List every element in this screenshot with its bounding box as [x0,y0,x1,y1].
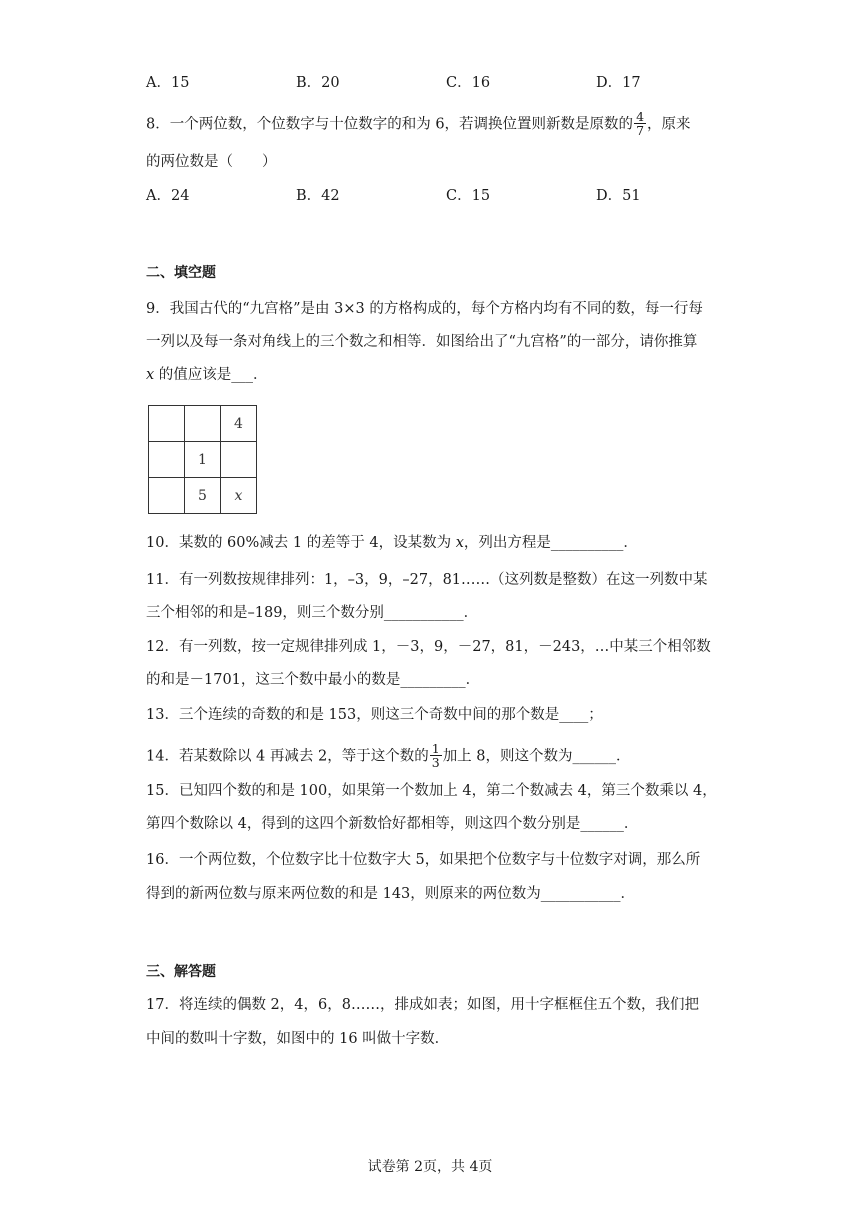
nine-grid-figure [148,405,257,514]
q15-line-1: 15．已知四个数的和是 100，如果第一个数加上 4，第二个数减去 4，第三个数乘以 4， [146,783,717,799]
q9-line-3-text: 的值应该是___． [154,367,268,383]
q17-line-1: 17．将连续的偶数 2，4，6，8……，排成如表；如图，用十字框框住五个数，我们把 [146,997,699,1013]
q8-fraction-denominator: 7 [636,123,645,138]
q10-variable: x [455,535,464,551]
section-2-heading: 二、填空题 [146,265,216,281]
q16-line-1: 16．一个两位数，个位数字比十位数字大 5，如果把个位数字与十位数字对调，那么所 [146,852,701,868]
q9-variable: x [146,367,155,383]
q7-option-a: A．15 [146,75,190,91]
q8-text-1: 8．一个两位数，个位数字与十位数字的和为 6，若调换位置则新数是原数的 [146,116,634,133]
q10-line [146,533,638,553]
q13-line: 13．三个连续的奇数的和是 153，则这三个奇数中间的那个数是____； [146,707,603,723]
q7-option-b: B．20 [296,75,340,91]
grid-cell-variable: x [221,478,257,514]
q12-line-2: 的和是－1701，这三个数中最小的数是_________． [146,672,481,688]
q8-fraction-numerator: 4 [636,109,645,124]
q8-option-c: C．15 [446,188,491,204]
q8-fraction [634,110,646,137]
grid-cell [221,442,257,478]
q9-line-3 [146,365,268,385]
q7-option-d: D．17 [596,75,641,91]
q14-fraction [430,742,442,769]
q9-line-2: 一列以及每一条对角线上的三个数之和相等．如图给出了“九宫格”的一部分，请你推算 [146,334,698,350]
q14-fraction-denominator: 3 [431,755,440,770]
q14-text-2: 加上 8，则这个数为______． [442,748,631,765]
q9-line-1: 9．我国古代的“九宫格”是由 3×3 的方格构成的，每个方格内均有不同的数，每一行每 [146,301,703,317]
grid-cell [185,406,221,442]
q8-option-d: D．51 [596,188,641,204]
grid-cell: 5 [185,478,221,514]
grid-cell [149,406,185,442]
q8-line-1 [146,111,691,138]
grid-cell: 1 [185,442,221,478]
q10-text-2: ，列出方程是__________． [463,535,638,551]
q17-line-2: 中间的数叫十字数，如图中的 16 叫做十字数． [146,1031,450,1047]
q14-line [146,743,631,770]
q7-option-c: C．16 [446,75,491,91]
q8-line-2: 的两位数是（ ） [146,154,277,170]
q14-text-1: 14．若某数除以 4 再减去 2，等于这个数的 [146,748,429,765]
grid-cell [149,442,185,478]
grid-cell [149,478,185,514]
q8-option-b: B．42 [296,188,340,204]
q16-line-2: 得到的新两位数与原来两位数的和是 143，则原来的两位数为___________． [146,886,636,902]
q11-line-1: 11．有一列数按规律排列：1，–3，9，–27，81……（这列数是整数）在这一列数中某 [146,572,708,588]
section-3-heading: 三、解答题 [146,964,216,980]
q15-line-2: 第四个数除以 4，得到的这四个新数恰好都相等，则这四个数分别是______． [146,816,639,832]
q11-line-2: 三个相邻的和是–189，则三个数分别___________． [146,605,479,621]
q10-text-1: 10．某数的 60%减去 1 的差等于 4，设某数为 [146,535,456,551]
page-footer: 试卷第 2页，共 4页 [367,1159,493,1175]
q14-fraction-numerator: 1 [431,741,440,756]
q8-text-2: ，原来 [647,116,691,133]
grid-cell: 4 [221,406,257,442]
q8-option-a: A．24 [146,188,190,204]
q12-line-1: 12．有一列数，按一定规律排列成 1，－3，9，－27，81，－243，…中某三个相邻数 [146,639,711,655]
